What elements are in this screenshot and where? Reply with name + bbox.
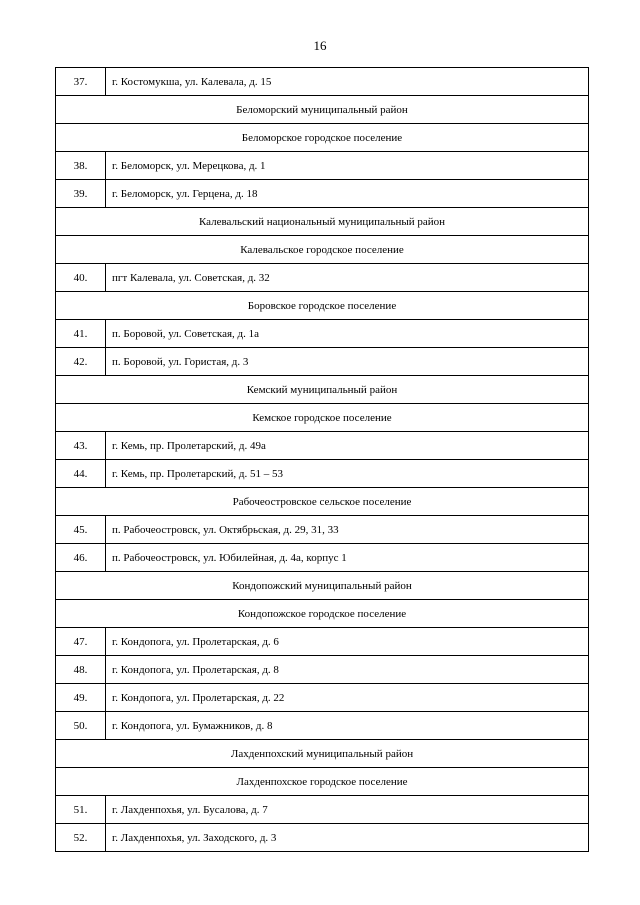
section-header: Кемское городское поселение	[56, 404, 589, 432]
section-header-row	[56, 740, 589, 768]
table-row	[56, 180, 589, 208]
table-row	[56, 348, 589, 376]
section-header-row	[56, 600, 589, 628]
address-text: г. Лахденпохья, ул. Бусалова, д. 7	[106, 796, 589, 824]
address-text: п. Рабочеостровск, ул. Юбилейная, д. 4а, корпус 1	[106, 544, 589, 572]
row-number: 42.	[56, 348, 106, 376]
table-row	[56, 516, 589, 544]
row-number: 47.	[56, 628, 106, 656]
address-text: г. Костомукша, ул. Калевала, д. 15	[106, 68, 589, 96]
section-header-row	[56, 572, 589, 600]
row-number: 50.	[56, 712, 106, 740]
row-number: 44.	[56, 460, 106, 488]
row-number: 46.	[56, 544, 106, 572]
section-header-row	[56, 376, 589, 404]
row-number: 51.	[56, 796, 106, 824]
row-number: 39.	[56, 180, 106, 208]
table-row	[56, 152, 589, 180]
row-number: 48.	[56, 656, 106, 684]
table-row	[56, 684, 589, 712]
address-text: г. Кондопога, ул. Пролетарская, д. 6	[106, 628, 589, 656]
table-row	[56, 796, 589, 824]
table-row	[56, 320, 589, 348]
section-header-row	[56, 768, 589, 796]
address-text: г. Лахденпохья, ул. Заходского, д. 3	[106, 824, 589, 852]
address-text: г. Беломорск, ул. Герцена, д. 18	[106, 180, 589, 208]
table-row	[56, 264, 589, 292]
address-table	[55, 67, 589, 852]
table-row	[56, 712, 589, 740]
section-header: Калевальский национальный муниципальный район	[56, 208, 589, 236]
section-header-row	[56, 404, 589, 432]
table-row	[56, 460, 589, 488]
table-row	[56, 432, 589, 460]
section-header: Калевальское городское поселение	[56, 236, 589, 264]
section-header-row	[56, 208, 589, 236]
address-text: г. Кондопога, ул. Бумажников, д. 8	[106, 712, 589, 740]
row-number: 43.	[56, 432, 106, 460]
address-text: г. Кондопога, ул. Пролетарская, д. 22	[106, 684, 589, 712]
table-row	[56, 68, 589, 96]
section-header: Кондопожское городское поселение	[56, 600, 589, 628]
table-row	[56, 544, 589, 572]
row-number: 40.	[56, 264, 106, 292]
address-text: г. Кемь, пр. Пролетарский, д. 51 – 53	[106, 460, 589, 488]
row-number: 41.	[56, 320, 106, 348]
address-text: п. Боровой, ул. Гористая, д. 3	[106, 348, 589, 376]
row-number: 37.	[56, 68, 106, 96]
address-text: п. Боровой, ул. Советская, д. 1а	[106, 320, 589, 348]
address-text: пгт Калевала, ул. Советская, д. 32	[106, 264, 589, 292]
table-row	[56, 824, 589, 852]
section-header: Беломорское городское поселение	[56, 124, 589, 152]
section-header-row	[56, 96, 589, 124]
row-number: 38.	[56, 152, 106, 180]
row-number: 45.	[56, 516, 106, 544]
address-text: п. Рабочеостровск, ул. Октябрьская, д. 29, 31, 33	[106, 516, 589, 544]
row-number: 49.	[56, 684, 106, 712]
address-text: г. Беломорск, ул. Мерецкова, д. 1	[106, 152, 589, 180]
address-text: г. Кондопога, ул. Пролетарская, д. 8	[106, 656, 589, 684]
section-header: Лахденпохское городское поселение	[56, 768, 589, 796]
section-header: Кемский муниципальный район	[56, 376, 589, 404]
table-row	[56, 656, 589, 684]
section-header: Рабочеостровское сельское поселение	[56, 488, 589, 516]
section-header: Беломорский муниципальный район	[56, 96, 589, 124]
section-header: Лахденпохский муниципальный район	[56, 740, 589, 768]
section-header-row	[56, 292, 589, 320]
address-text: г. Кемь, пр. Пролетарский, д. 49а	[106, 432, 589, 460]
row-number: 52.	[56, 824, 106, 852]
section-header-row	[56, 236, 589, 264]
section-header-row	[56, 124, 589, 152]
section-header-row	[56, 488, 589, 516]
section-header: Боровское городское поселение	[56, 292, 589, 320]
address-table-body	[56, 68, 589, 852]
page-number: 16	[313, 38, 327, 53]
table-row	[56, 628, 589, 656]
section-header: Кондопожский муниципальный район	[56, 572, 589, 600]
